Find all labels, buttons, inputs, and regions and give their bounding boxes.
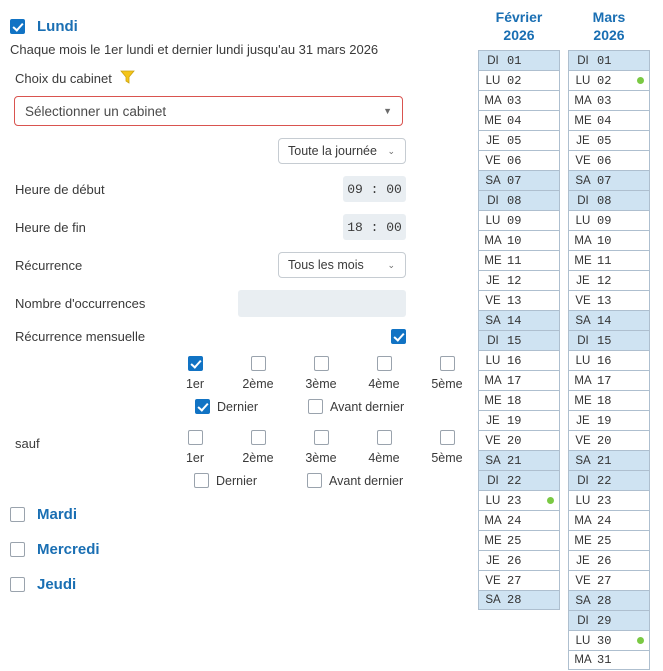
ordinal-checkbox-group xyxy=(0,356,470,391)
sauf-avant-dernier-label: Avant dernier xyxy=(329,473,404,488)
avant-dernier-item xyxy=(308,399,404,414)
calendar-day-weekday: MA xyxy=(574,654,592,666)
calendar-day-cell[interactable] xyxy=(478,210,560,230)
sauf-section xyxy=(0,430,470,488)
ordinal-3eme-label: 3ème xyxy=(305,377,337,391)
recurrence-label: Récurrence xyxy=(15,257,83,273)
calendar-day-weekday: DI xyxy=(577,194,589,207)
sauf-ordinal-5eme xyxy=(432,430,462,465)
calendar-day-cell[interactable] xyxy=(568,230,650,250)
calendar-day-weekday: DI xyxy=(487,334,499,347)
calendar-day-number: 23 xyxy=(597,493,612,508)
ordinal-5eme-label: 5ème xyxy=(431,377,463,391)
calendar-day-weekday: MA xyxy=(484,94,502,107)
chevron-down-icon: ▼ xyxy=(383,106,392,116)
calendar-day-number: 27 xyxy=(597,573,612,588)
calendar-day-number: 06 xyxy=(597,153,612,168)
calendar-day-weekday: DI xyxy=(487,474,499,487)
calendar-day-weekday: MA xyxy=(574,374,592,387)
calendar-day-weekday: MA xyxy=(484,234,502,247)
calendar-day-weekday: SA xyxy=(485,314,501,327)
calendar-day-number: 10 xyxy=(507,233,522,248)
dernier-row xyxy=(0,399,470,414)
calendar-day-number: 05 xyxy=(507,133,522,148)
ordinal-2eme-label: 2ème xyxy=(242,377,274,391)
calendar-day-weekday: JE xyxy=(576,134,590,147)
calendar-day-cell[interactable] xyxy=(568,110,650,130)
calendar-day-weekday: LU xyxy=(485,494,501,507)
calendar-day-weekday: ME xyxy=(574,394,592,407)
calendar-day-cell[interactable] xyxy=(478,410,560,430)
calendar-day-cell[interactable] xyxy=(568,430,650,450)
ordinal-1er xyxy=(180,356,210,391)
calendar-day-cell[interactable] xyxy=(478,370,560,390)
calendar-day-number: 12 xyxy=(597,273,612,288)
calendar-day-number: 19 xyxy=(507,413,522,428)
calendar-day-number: 04 xyxy=(597,113,612,128)
start-time-input[interactable]: 09 : 00 xyxy=(343,176,406,202)
calendar-day-cell[interactable] xyxy=(568,210,650,230)
sauf-ordinal-5eme-label: 5ème xyxy=(431,451,463,465)
calendar-day-cell[interactable] xyxy=(568,50,650,70)
day-mardi-checkbox[interactable] xyxy=(10,507,25,522)
calendar-day-cell[interactable] xyxy=(568,590,650,610)
monthly-recurrence-checkbox[interactable] xyxy=(391,329,406,344)
calendar-day-number: 16 xyxy=(507,353,522,368)
calendar-day-cell[interactable] xyxy=(568,170,650,190)
calendar-day-number: 04 xyxy=(507,113,522,128)
calendar-day-cell[interactable] xyxy=(568,90,650,110)
sauf-ordinal-4eme-label: 4ème xyxy=(368,451,400,465)
calendar-day-weekday: DI xyxy=(577,334,589,347)
avant-dernier-label: Avant dernier xyxy=(330,399,405,414)
sauf-dernier-label: Dernier xyxy=(216,473,257,488)
calendar-day-weekday: DI xyxy=(577,474,589,487)
sauf-ordinal-3eme-label: 3ème xyxy=(305,451,337,465)
calendar-day-cell[interactable] xyxy=(568,150,650,170)
recurrence-select[interactable] xyxy=(278,252,406,278)
calendar-day-number: 11 xyxy=(507,253,522,268)
ordinal-3eme-checkbox[interactable] xyxy=(314,356,329,371)
end-time-row xyxy=(0,214,470,240)
ordinal-2eme xyxy=(243,356,273,391)
calendar-day-number: 03 xyxy=(597,93,612,108)
calendar-day-weekday: JE xyxy=(486,274,500,287)
calendar-day-number: 22 xyxy=(507,473,522,488)
calendar-mars-title xyxy=(568,0,650,44)
calendar-fevrier-month: Février xyxy=(495,9,543,25)
calendar-day-number: 28 xyxy=(507,593,522,607)
calendar-day-weekday: ME xyxy=(574,254,592,267)
selected-day-dot-icon xyxy=(637,77,644,84)
calendar-day-number: 22 xyxy=(597,473,612,488)
ordinal-4eme xyxy=(369,356,399,391)
calendar-day-weekday: MA xyxy=(484,374,502,387)
recurrence-select-value: Tous les mois xyxy=(288,258,364,272)
calendar-fevrier-year: 2026 xyxy=(503,27,535,43)
calendar-day-cell[interactable] xyxy=(568,370,650,390)
sauf-ordinal-group xyxy=(180,430,470,465)
calendar-day-weekday: LU xyxy=(485,354,501,367)
sauf-ordinal-4eme xyxy=(369,430,399,465)
calendar-day-weekday: SA xyxy=(575,454,591,467)
calendar-day-weekday: VE xyxy=(485,154,501,167)
day-mercredi-label: Mercredi xyxy=(37,541,100,558)
calendar-day-number: 06 xyxy=(507,153,522,168)
calendar-day-weekday: VE xyxy=(575,294,591,307)
calendar-day-weekday: VE xyxy=(485,294,501,307)
calendar-day-weekday: MA xyxy=(484,514,502,527)
day-mercredi-checkbox[interactable] xyxy=(10,542,25,557)
recurrence-description: Chaque mois le 1er lundi et dernier lundi jusqu'au 31 mars 2026 xyxy=(10,42,379,57)
calendar-day-cell[interactable] xyxy=(478,170,560,190)
calendar-day-number: 20 xyxy=(597,433,612,448)
calendar-day-number: 01 xyxy=(597,53,612,68)
calendar-day-number: 05 xyxy=(597,133,612,148)
journee-select[interactable] xyxy=(278,138,406,164)
calendar-day-weekday: JE xyxy=(576,554,590,567)
calendar-day-cell[interactable] xyxy=(478,190,560,210)
calendar-day-cell[interactable] xyxy=(568,70,650,90)
calendar-day-weekday: ME xyxy=(484,254,502,267)
sauf-dernier-checkbox[interactable] xyxy=(194,473,209,488)
calendar-day-weekday: SA xyxy=(575,594,591,607)
calendar-day-weekday: DI xyxy=(577,54,589,67)
calendar-day-cell[interactable] xyxy=(568,450,650,470)
monthly-recurrence-label: Récurrence mensuelle xyxy=(15,329,146,344)
calendar-day-cell[interactable] xyxy=(478,330,560,350)
calendar-day-number: 25 xyxy=(507,533,522,548)
calendar-day-number: 10 xyxy=(597,233,612,248)
calendar-mars-year: 2026 xyxy=(593,27,625,43)
calendar-day-weekday: ME xyxy=(574,534,592,547)
ordinal-4eme-checkbox[interactable] xyxy=(377,356,392,371)
calendar-day-number: 19 xyxy=(597,413,612,428)
sauf-ordinal-1er-label: 1er xyxy=(185,451,205,465)
journee-row xyxy=(0,138,470,164)
calendar-day-number: 14 xyxy=(597,313,612,328)
journee-select-value: Toute la journée xyxy=(288,144,377,158)
cabinet-label: Choix du cabinet xyxy=(15,70,112,86)
calendar-day-cell[interactable] xyxy=(568,330,650,350)
calendar-day-number: 17 xyxy=(507,373,522,388)
selected-day-dot-icon xyxy=(547,497,554,504)
calendar-day-cell[interactable] xyxy=(478,390,560,410)
calendar-day-weekday: VE xyxy=(575,574,591,587)
calendar-day-number: 02 xyxy=(507,73,522,88)
calendar-day-cell[interactable] xyxy=(568,530,650,550)
calendar-day-number: 30 xyxy=(597,633,612,648)
ordinal-4eme-label: 4ème xyxy=(368,377,400,391)
calendar-day-weekday: LU xyxy=(485,74,501,87)
sauf-ordinal-2eme xyxy=(243,430,273,465)
calendar-day-cell[interactable] xyxy=(568,470,650,490)
ordinal-1er-label: 1er xyxy=(185,377,205,391)
calendar-day-number: 08 xyxy=(507,193,522,208)
calendar-day-cell[interactable] xyxy=(568,510,650,530)
sauf-ordinal-3eme-checkbox[interactable] xyxy=(314,430,329,445)
sauf-ordinal-3eme xyxy=(306,430,336,465)
day-header-jeudi xyxy=(0,576,470,593)
calendar-day-cell[interactable] xyxy=(568,390,650,410)
calendar-day-weekday: VE xyxy=(485,574,501,587)
day-header-mercredi xyxy=(0,541,470,558)
calendar-day-number: 13 xyxy=(507,293,522,308)
calendar-day-weekday: ME xyxy=(574,114,592,127)
calendar-day-number: 18 xyxy=(507,393,522,408)
calendar-day-weekday: MA xyxy=(574,94,592,107)
sauf-ordinal-2eme-checkbox[interactable] xyxy=(251,430,266,445)
calendar-day-cell[interactable] xyxy=(478,430,560,450)
day-jeudi-checkbox[interactable] xyxy=(10,577,25,592)
calendar-panel xyxy=(478,0,663,671)
calendar-day-weekday: VE xyxy=(575,154,591,167)
calendar-day-number: 12 xyxy=(507,273,522,288)
calendar-day-number: 01 xyxy=(507,53,522,68)
start-time-row xyxy=(0,176,470,202)
sauf-ordinal-4eme-checkbox[interactable] xyxy=(377,430,392,445)
calendar-day-weekday: ME xyxy=(484,114,502,127)
calendar-day-cell[interactable] xyxy=(478,550,560,570)
calendar-day-number: 29 xyxy=(597,613,612,628)
sauf-body xyxy=(180,430,470,488)
sauf-avant-dernier-checkbox[interactable] xyxy=(307,473,322,488)
calendar-day-weekday: DI xyxy=(487,54,499,67)
calendar-day-number: 07 xyxy=(597,173,612,188)
calendar-mars-month: Mars xyxy=(592,9,626,25)
ordinal-5eme-checkbox[interactable] xyxy=(440,356,455,371)
calendar-day-number: 09 xyxy=(507,213,522,228)
funnel-icon[interactable] xyxy=(120,70,135,86)
calendar-day-number: 21 xyxy=(507,453,522,468)
calendar-day-weekday: JE xyxy=(486,554,500,567)
day-header-lundi xyxy=(0,0,470,35)
calendar-day-weekday: SA xyxy=(485,594,501,606)
calendar-day-cell[interactable] xyxy=(568,550,650,570)
day-lundi-checkbox[interactable] xyxy=(10,19,25,34)
calendar-day-cell[interactable] xyxy=(478,70,560,90)
ordinal-5eme xyxy=(432,356,462,391)
calendar-day-cell[interactable] xyxy=(478,490,560,510)
avant-dernier-checkbox[interactable] xyxy=(308,399,323,414)
cabinet-select[interactable] xyxy=(14,96,403,126)
calendar-day-weekday: DI xyxy=(487,194,499,207)
calendar-day-number: 02 xyxy=(597,73,612,88)
calendar-day-number: 21 xyxy=(597,453,612,468)
dernier-checkbox[interactable] xyxy=(195,399,210,414)
calendar-day-cell[interactable] xyxy=(478,590,560,610)
sauf-ordinal-2eme-label: 2ème xyxy=(242,451,274,465)
calendar-day-weekday: LU xyxy=(485,214,501,227)
calendar-day-number: 07 xyxy=(507,173,522,188)
calendar-day-weekday: ME xyxy=(484,394,502,407)
calendar-day-number: 27 xyxy=(507,573,522,588)
occurrences-label: Nombre d'occurrences xyxy=(15,296,146,311)
calendar-day-weekday: LU xyxy=(575,74,591,87)
calendar-day-number: 18 xyxy=(597,393,612,408)
dernier-item xyxy=(195,399,258,414)
calendar-day-weekday: LU xyxy=(575,634,591,647)
calendar-day-weekday: SA xyxy=(575,314,591,327)
ordinal-2eme-checkbox[interactable] xyxy=(251,356,266,371)
cabinet-label-row xyxy=(0,57,470,86)
calendar-day-cell[interactable] xyxy=(568,190,650,210)
dernier-label: Dernier xyxy=(217,399,258,414)
calendar-fevrier xyxy=(478,0,560,671)
calendar-day-number: 28 xyxy=(597,593,612,608)
calendar-day-weekday: SA xyxy=(485,174,501,187)
occurrences-input[interactable] xyxy=(238,290,406,317)
sauf-dernier-item xyxy=(194,473,257,488)
calendar-day-number: 24 xyxy=(507,513,522,528)
calendar-fevrier-title xyxy=(478,0,560,44)
calendar-day-number: 15 xyxy=(597,333,612,348)
calendar-day-number: 08 xyxy=(597,193,612,208)
day-lundi-label: Lundi xyxy=(37,18,78,35)
calendar-day-cell[interactable] xyxy=(478,350,560,370)
sauf-dernier-row xyxy=(180,473,470,488)
monthly-recurrence-row xyxy=(0,329,470,344)
calendar-day-cell[interactable] xyxy=(478,510,560,530)
calendar-day-cell[interactable] xyxy=(568,290,650,310)
calendar-day-cell[interactable] xyxy=(568,490,650,510)
sauf-ordinal-1er xyxy=(180,430,210,465)
calendar-day-cell[interactable] xyxy=(568,650,650,670)
calendar-day-cell[interactable] xyxy=(568,310,650,330)
calendar-day-cell[interactable] xyxy=(478,90,560,110)
end-time-label: Heure de fin xyxy=(15,219,86,235)
calendar-mars xyxy=(568,0,650,671)
sauf-label: sauf xyxy=(15,436,40,451)
calendar-day-weekday: VE xyxy=(485,434,501,447)
calendar-day-cell[interactable] xyxy=(568,570,650,590)
calendar-day-number: 26 xyxy=(597,553,612,568)
calendar-day-number: 13 xyxy=(597,293,612,308)
calendar-day-cell[interactable] xyxy=(568,410,650,430)
calendar-day-number: 09 xyxy=(597,213,612,228)
sauf-ordinal-5eme-checkbox[interactable] xyxy=(440,430,455,445)
calendar-day-cell[interactable] xyxy=(568,250,650,270)
calendar-day-cell[interactable] xyxy=(478,450,560,470)
recurrence-row xyxy=(0,252,470,278)
calendar-day-weekday: LU xyxy=(575,494,591,507)
calendar-day-weekday: SA xyxy=(575,174,591,187)
calendar-day-number: 31 xyxy=(597,653,612,667)
calendar-day-cell[interactable] xyxy=(568,130,650,150)
calendar-day-cell[interactable] xyxy=(568,630,650,650)
calendar-day-weekday: JE xyxy=(486,414,500,427)
calendar-day-cell[interactable] xyxy=(478,290,560,310)
calendar-fevrier-days xyxy=(478,50,560,610)
calendar-day-weekday: DI xyxy=(577,614,589,627)
calendar-day-cell[interactable] xyxy=(478,150,560,170)
calendar-day-weekday: LU xyxy=(575,354,591,367)
calendar-day-weekday: VE xyxy=(575,434,591,447)
calendar-day-cell[interactable] xyxy=(568,350,650,370)
calendar-day-weekday: LU xyxy=(575,214,591,227)
start-time-label: Heure de début xyxy=(15,181,105,197)
day-header-mardi xyxy=(0,506,470,523)
calendar-day-cell[interactable] xyxy=(478,270,560,290)
calendar-day-cell[interactable] xyxy=(478,530,560,550)
calendar-day-cell[interactable] xyxy=(568,270,650,290)
calendar-day-cell[interactable] xyxy=(478,50,560,70)
calendar-day-cell[interactable] xyxy=(478,570,560,590)
chevron-down-icon: ⌄ xyxy=(387,145,395,156)
calendar-day-cell[interactable] xyxy=(478,250,560,270)
calendar-mars-days xyxy=(568,50,650,670)
ordinal-1er-checkbox[interactable] xyxy=(188,356,203,371)
selected-day-dot-icon xyxy=(637,637,644,644)
calendar-day-cell[interactable] xyxy=(478,310,560,330)
calendar-day-cell[interactable] xyxy=(478,230,560,250)
ordinal-3eme xyxy=(306,356,336,391)
calendar-day-weekday: MA xyxy=(574,234,592,247)
day-mardi-label: Mardi xyxy=(37,506,78,523)
day-jeudi-label: Jeudi xyxy=(37,576,77,593)
calendar-day-number: 25 xyxy=(597,533,612,548)
calendar-day-cell[interactable] xyxy=(478,470,560,490)
cabinet-select-value: Sélectionner un cabinet xyxy=(25,103,167,119)
calendar-day-weekday: SA xyxy=(485,454,501,467)
calendar-day-weekday: ME xyxy=(484,534,502,547)
chevron-down-icon: ⌄ xyxy=(387,259,395,270)
occurrences-row xyxy=(0,290,470,317)
calendar-day-number: 24 xyxy=(597,513,612,528)
calendar-day-number: 14 xyxy=(507,313,522,328)
calendar-day-number: 17 xyxy=(597,373,612,388)
calendar-day-cell[interactable] xyxy=(478,130,560,150)
calendar-day-number: 23 xyxy=(507,493,522,508)
sauf-ordinal-1er-checkbox[interactable] xyxy=(188,430,203,445)
calendar-day-number: 11 xyxy=(597,253,612,268)
calendar-day-weekday: JE xyxy=(486,134,500,147)
calendar-day-number: 16 xyxy=(597,353,612,368)
sauf-avant-dernier-item xyxy=(307,473,403,488)
calendar-day-number: 15 xyxy=(507,333,522,348)
calendar-day-cell[interactable] xyxy=(568,610,650,630)
calendar-day-weekday: JE xyxy=(576,414,590,427)
calendar-day-weekday: JE xyxy=(576,274,590,287)
calendar-day-weekday: MA xyxy=(574,514,592,527)
calendar-day-number: 26 xyxy=(507,553,522,568)
calendar-day-number: 03 xyxy=(507,93,522,108)
calendar-day-number: 20 xyxy=(507,433,522,448)
end-time-input[interactable]: 18 : 00 xyxy=(343,214,406,240)
calendar-day-cell[interactable] xyxy=(478,110,560,130)
